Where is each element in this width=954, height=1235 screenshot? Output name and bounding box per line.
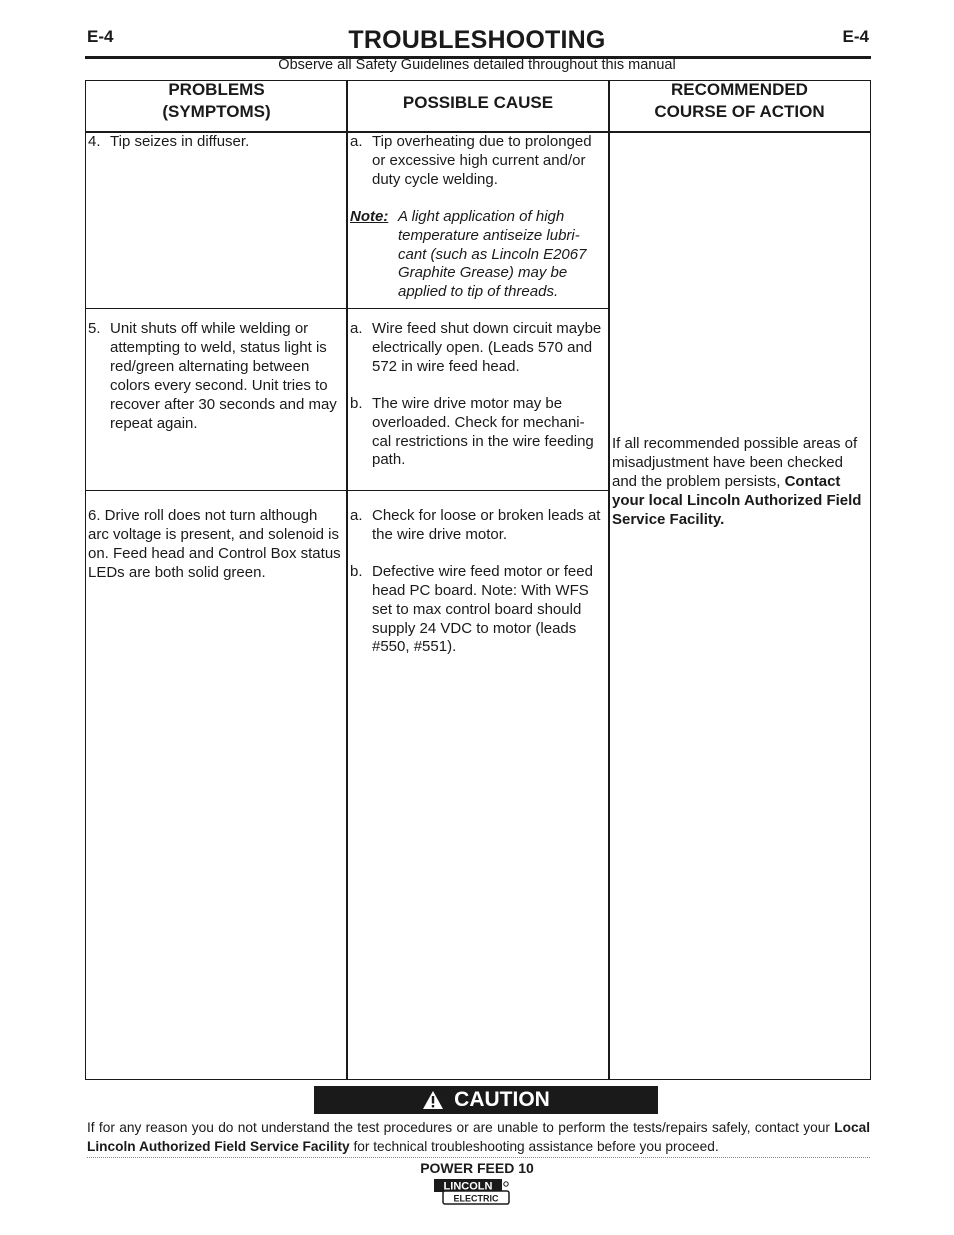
warning-triangle-icon: [422, 1090, 444, 1110]
problem-5: [88, 320, 342, 433]
problem-4: [88, 133, 342, 152]
safety-subtitle: Observe all Safety Guidelines detailed throughout this manual: [278, 57, 676, 73]
footer-divider: [87, 1157, 870, 1158]
cause-text: Tip overheating due to prolonged or excessive high current and/or duty cycle welding.: [372, 133, 592, 188]
caution-banner: [314, 1086, 658, 1114]
header-possible-cause: POSSIBLE CAUSE: [402, 93, 554, 112]
cause-6: [350, 507, 604, 657]
cause-4: [350, 133, 604, 302]
svg-text:LINCOLN: LINCOLN: [443, 1180, 493, 1193]
product-name: POWER FEED 10: [420, 1160, 534, 1176]
caution-text: [87, 1118, 870, 1156]
header-problems-line1: PROBLEMS: [168, 80, 265, 99]
cause-5: [350, 320, 604, 470]
cause-text: The wire drive motor may be overloaded. Check for mechani- cal restrictions in the wire feeding path.: [372, 394, 594, 469]
cause-item: [350, 133, 604, 190]
caution-title: CAUTION: [454, 1088, 550, 1111]
problem-text: Unit shuts off while welding or attempting to weld, status light is red/green alternating between colors every second. Unit tries to recover after 30 seconds and may repeat again.: [110, 320, 337, 432]
caution-text-part2: for technical troubleshooting assistance before you proceed.: [353, 1139, 719, 1154]
cause-item: [350, 507, 604, 545]
cause-label: a.: [350, 320, 363, 337]
header-action-line1: RECOMMENDED: [671, 80, 808, 99]
row-separator-2: [86, 490, 608, 491]
header-action: [610, 79, 869, 123]
recommended-action: [612, 435, 870, 530]
problem-text: Tip seizes in diffuser.: [110, 133, 250, 150]
svg-text:ELECTRIC: ELECTRIC: [453, 1193, 499, 1204]
lincoln-electric-logo: [433, 1178, 511, 1206]
cause-item: [350, 320, 604, 377]
page-title: TROUBLESHOOTING: [348, 26, 606, 54]
caution-text-part1: If for any reason you do not understand the test procedures or are unable to perform the tests/repairs safely, contact your: [87, 1120, 830, 1135]
column-divider-2: [608, 80, 610, 1080]
problem-number: 5.: [88, 320, 101, 337]
header-action-line2: COURSE OF ACTION: [654, 102, 825, 121]
header-rule-3: [610, 131, 871, 133]
cause-text: Check for loose or broken leads at the wire drive motor.: [372, 507, 601, 543]
cause-label: b.: [350, 562, 363, 580]
column-divider-1: [346, 80, 348, 1080]
row-separator-1: [86, 308, 608, 309]
page-code-left: E-4: [87, 27, 114, 46]
problem-6: 6. Drive roll does not turn although arc voltage is present, and solenoid is on. Feed head and Control Box status LEDs are both solid green.: [88, 507, 341, 581]
cause-label: a.: [350, 133, 363, 150]
cause-text: Wire feed shut down circuit maybe electrically open. (Leads 570 and 572 in wire feed head.: [372, 320, 602, 375]
cause-note: [350, 208, 604, 303]
cause-label: a.: [350, 507, 363, 524]
page-code-right: E-4: [842, 27, 869, 46]
action-contact: Contact your local Lincoln Authorized Field Service Facility.: [612, 472, 862, 528]
note-label: Note:: [350, 207, 389, 225]
cause-text: Defective wire feed motor or feed head PC board. Note: With WFS set to max control board should supply 24 VDC to motor (leads #550, #551).: [372, 562, 593, 656]
action-text: If all recommended possible areas of misadjustment have been checked and the problem persists,: [612, 435, 858, 490]
cause-label: b.: [350, 394, 363, 412]
cause-item: [350, 563, 604, 658]
note-text: A light application of high temperature antiseize lubri- cant (such as Lincoln E2067 Graphite Grease) may be applied to tip of threads.: [398, 207, 587, 301]
cause-item: [350, 395, 604, 471]
header-problems-line2: (SYMPTOMS): [162, 102, 271, 121]
header-problems: [87, 79, 346, 123]
caution-text-bold: Local Lincoln Authorized Field Service Facility: [87, 1120, 870, 1154]
problem-number: 4.: [88, 133, 101, 150]
